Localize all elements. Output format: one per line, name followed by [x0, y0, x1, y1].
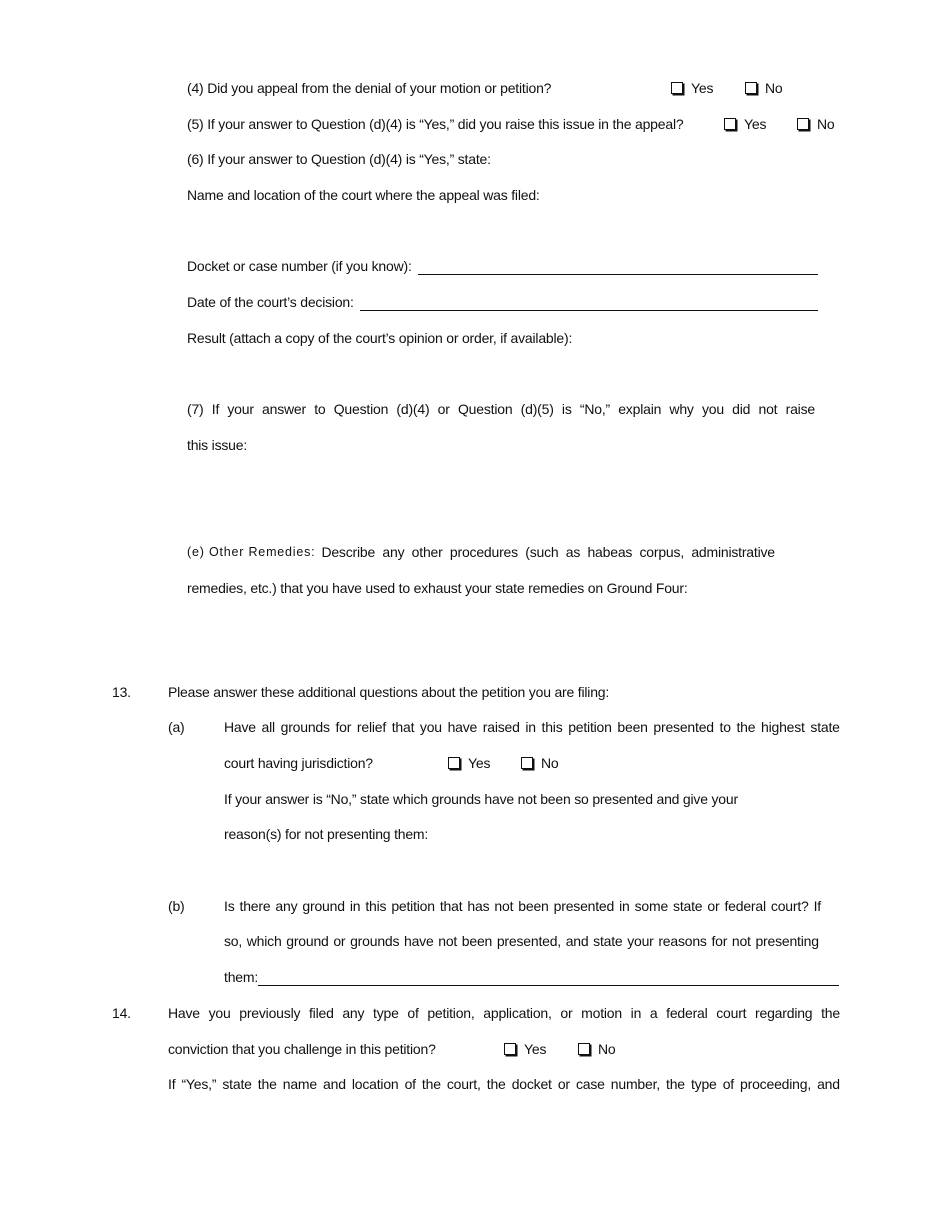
- e-label: (e) Other Remedies:: [187, 545, 316, 559]
- word: or: [707, 898, 720, 914]
- date-input-line[interactable]: [360, 297, 818, 311]
- result-label: Result (attach a copy of the court’s opinion or order, if available):: [187, 330, 573, 346]
- word: type: [690, 1076, 717, 1092]
- word: “No,”: [579, 401, 610, 417]
- word: previously: [239, 1005, 301, 1021]
- word: Question: [333, 401, 389, 417]
- word: type: [373, 1005, 399, 1021]
- word: in: [525, 719, 536, 735]
- word: or: [437, 401, 450, 417]
- word: any: [382, 544, 405, 560]
- word: or: [557, 1076, 570, 1092]
- word: name: [282, 1076, 317, 1092]
- word: state: [593, 933, 623, 949]
- q13b-line3-row: [224, 968, 839, 986]
- word: any: [342, 1005, 365, 1021]
- word: federal: [666, 1005, 708, 1021]
- word: “Yes,”: [181, 1076, 217, 1092]
- word: did: [732, 401, 751, 417]
- q13-number: 13.: [112, 684, 131, 700]
- q13a-no-option[interactable]: [521, 754, 559, 772]
- word: other: [411, 544, 443, 560]
- q13b-label: (b): [168, 898, 185, 914]
- word: procedures: [449, 544, 518, 560]
- word: and: [323, 1076, 346, 1092]
- q13-intro: Please answer these additional questions about the petition you are filing:: [168, 684, 610, 700]
- q4-no-option[interactable]: [745, 79, 783, 97]
- word: grounds: [280, 719, 330, 735]
- q14-line3: [168, 1075, 840, 1093]
- word: your: [627, 933, 654, 949]
- q7-line2: this issue:: [187, 437, 248, 453]
- q13a-label: (a): [168, 719, 185, 735]
- q14-no-label: No: [598, 1041, 616, 1057]
- word: presented,: [496, 933, 562, 949]
- q4-yes-label: Yes: [691, 80, 714, 96]
- word: which: [246, 933, 282, 949]
- q14-line2: conviction that you challenge in this petition?: [168, 1041, 436, 1057]
- q6-text: (6) If your answer to Question (d)(4) is “Yes,” state:: [187, 151, 491, 167]
- word: for: [711, 933, 728, 949]
- date-row: [187, 293, 818, 311]
- q13a-line4: reason(s) for not presenting them:: [224, 826, 429, 842]
- word: court: [716, 1005, 747, 1021]
- checkbox-icon[interactable]: [521, 757, 533, 769]
- word: to: [719, 719, 731, 735]
- word: not: [731, 933, 751, 949]
- word: motion: [581, 1005, 622, 1021]
- word: so,: [224, 933, 243, 949]
- word: state: [222, 1076, 252, 1092]
- word: the: [486, 1076, 506, 1092]
- word: in: [630, 1005, 642, 1021]
- word: not: [494, 898, 514, 914]
- word: state: [673, 898, 703, 914]
- word: federal: [724, 898, 766, 914]
- word: presented: [553, 898, 615, 914]
- word: the: [736, 719, 756, 735]
- q13a-no-label: No: [541, 755, 559, 771]
- q5-no-option[interactable]: [797, 115, 835, 133]
- word: you: [419, 719, 442, 735]
- q14-number: 14.: [112, 1005, 131, 1021]
- word: reasons: [658, 933, 707, 949]
- word: that: [439, 898, 463, 914]
- word: grounds: [350, 933, 400, 949]
- word: been: [617, 719, 648, 735]
- word: application,: [483, 1005, 552, 1021]
- word: or: [333, 933, 346, 949]
- q14-yes-option[interactable]: [504, 1040, 546, 1058]
- word: If: [211, 401, 220, 417]
- word: number,: [610, 1076, 660, 1092]
- q4-text: (4) Did you appeal from the denial of your motion or petition?: [187, 80, 552, 96]
- word: you: [208, 1005, 231, 1021]
- word: been: [461, 933, 493, 949]
- word: as: [565, 544, 581, 560]
- word: relief: [356, 719, 387, 735]
- word: the: [257, 1076, 277, 1092]
- word: raised: [482, 719, 520, 735]
- word: state: [810, 719, 840, 735]
- word: is: [561, 401, 572, 417]
- q5-no-label: No: [817, 116, 835, 132]
- docket-row: [187, 257, 818, 275]
- word: and: [817, 1076, 840, 1092]
- word: not: [438, 933, 458, 949]
- word: in: [349, 898, 361, 914]
- q13b-input-line[interactable]: [258, 972, 839, 986]
- word: your: [227, 401, 254, 417]
- word: raise: [785, 401, 815, 417]
- e-line2: remedies, etc.) that you have used to exhaust your state remedies on Ground Four:: [187, 580, 688, 596]
- word: some: [634, 898, 669, 914]
- word: for: [335, 719, 352, 735]
- checkbox-icon[interactable]: [745, 82, 757, 94]
- word: in: [619, 898, 630, 914]
- docket-input-line[interactable]: [418, 261, 818, 275]
- e-line1-text: [321, 543, 775, 561]
- word: have: [447, 719, 478, 735]
- q13b-line1: [224, 897, 821, 915]
- word: (such: [525, 544, 559, 560]
- word: you: [701, 401, 724, 417]
- word: the: [666, 1076, 685, 1092]
- q14-yes-label: Yes: [524, 1041, 547, 1057]
- q14-line1: [168, 1004, 840, 1022]
- word: any: [275, 898, 298, 914]
- q4-yes-option[interactable]: [671, 79, 713, 97]
- q5-text: (5) If your answer to Question (d)(4) is “Yes,” did you raise this issue in the appeal?: [187, 116, 684, 132]
- word: docket: [511, 1076, 552, 1092]
- e-line1: [187, 543, 775, 561]
- q5-yes-option[interactable]: [724, 115, 766, 133]
- word: (d)(4): [396, 401, 430, 417]
- word: not: [758, 401, 778, 417]
- word: of: [407, 1005, 419, 1021]
- word: filed: [308, 1005, 334, 1021]
- word: Describe: [321, 544, 376, 560]
- word: why: [669, 401, 694, 417]
- word: ground: [302, 898, 345, 914]
- word: all: [261, 719, 275, 735]
- word: petition: [568, 719, 612, 735]
- word: Question: [457, 401, 513, 417]
- word: a: [649, 1005, 658, 1021]
- date-label: Date of the court’s decision:: [187, 294, 354, 310]
- word: regarding: [755, 1005, 813, 1021]
- word: that: [391, 719, 415, 735]
- q13b-line2: [224, 932, 819, 950]
- word: and: [565, 933, 589, 949]
- q13b-line3: them:: [224, 969, 259, 985]
- word: petition: [391, 898, 435, 914]
- word: (7): [187, 401, 204, 417]
- word: ground: [286, 933, 329, 949]
- q13a-yes-label: Yes: [468, 755, 491, 771]
- q13a-line3: If your answer is “No,” state which grounds have not been so presented and give your: [224, 791, 738, 807]
- word: Is: [224, 898, 235, 914]
- word: Have: [168, 1005, 200, 1021]
- q13a-line1: [224, 718, 840, 736]
- word: this: [541, 719, 563, 735]
- word: Have: [224, 719, 256, 735]
- word: to: [314, 401, 326, 417]
- checkbox-icon[interactable]: [797, 118, 809, 130]
- word: location: [351, 1076, 399, 1092]
- q4-no-label: No: [765, 80, 783, 96]
- checkbox-icon[interactable]: [448, 757, 460, 769]
- word: has: [467, 898, 490, 914]
- word: administrative: [691, 544, 775, 560]
- word: presenting: [755, 933, 819, 949]
- word: been: [518, 898, 549, 914]
- checkbox-icon[interactable]: [724, 118, 736, 130]
- word: corpus,: [639, 544, 685, 560]
- q14-no-option[interactable]: [578, 1040, 616, 1058]
- checkbox-icon[interactable]: [578, 1043, 590, 1055]
- word: the: [421, 1076, 441, 1092]
- word: the: [821, 1005, 840, 1021]
- checkbox-icon[interactable]: [504, 1043, 516, 1055]
- q7-line1: [187, 400, 815, 418]
- checkbox-icon[interactable]: [671, 82, 683, 94]
- word: this: [365, 898, 387, 914]
- word: there: [239, 898, 271, 914]
- court-name-label: Name and location of the court where the appeal was filed:: [187, 187, 540, 203]
- word: If: [813, 898, 821, 914]
- word: If: [168, 1076, 176, 1092]
- word: of: [722, 1076, 734, 1092]
- word: petition,: [427, 1005, 475, 1021]
- q13a-line2: court having jurisdiction?: [224, 755, 373, 771]
- word: court?: [770, 898, 809, 914]
- word: presented: [653, 719, 714, 735]
- word: case: [575, 1076, 605, 1092]
- docket-label: Docket or case number (if you know):: [187, 258, 412, 274]
- q13a-yes-option[interactable]: [448, 754, 490, 772]
- word: have: [403, 933, 434, 949]
- q5-yes-label: Yes: [744, 116, 767, 132]
- word: answer: [262, 401, 306, 417]
- word: highest: [761, 719, 805, 735]
- word: proceeding,: [740, 1076, 812, 1092]
- word: court,: [446, 1076, 481, 1092]
- word: of: [404, 1076, 416, 1092]
- word: habeas: [587, 544, 633, 560]
- word: explain: [618, 401, 662, 417]
- word: (d)(5): [520, 401, 554, 417]
- word: or: [560, 1005, 573, 1021]
